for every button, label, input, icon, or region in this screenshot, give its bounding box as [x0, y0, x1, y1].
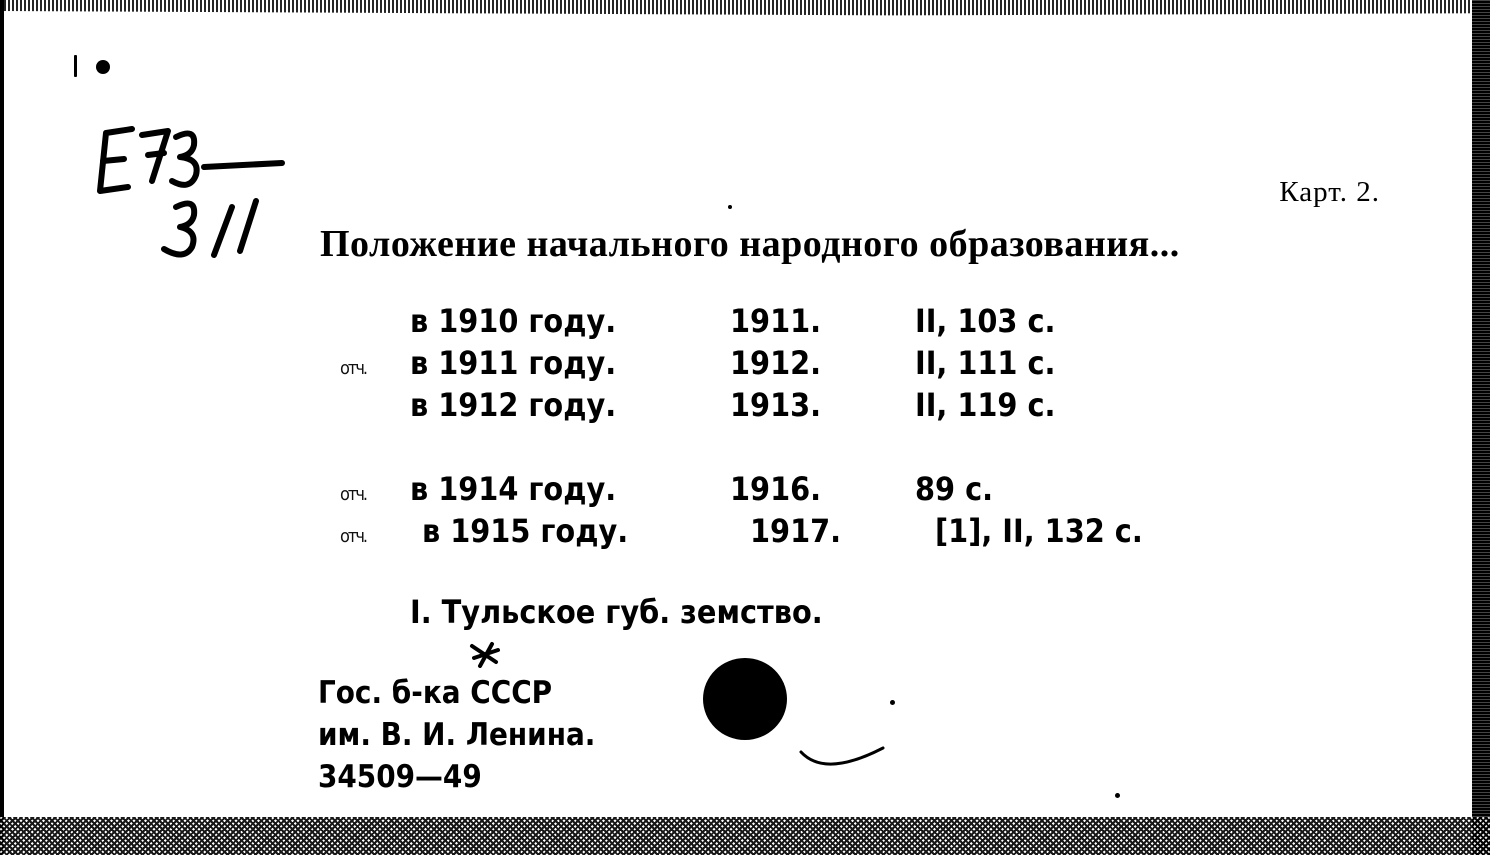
entry-year: в 1910 году. [410, 302, 617, 340]
scan-border-left [0, 0, 4, 855]
entry-mark: отч. [340, 484, 367, 505]
library-name: Гос. б-ка СССР [318, 675, 553, 711]
ink-speck [96, 60, 110, 74]
record-title: Положение начального народного образования... [320, 223, 1180, 265]
entry-year: в 1912 году. [410, 386, 617, 424]
entry-pages: [1], II, 132 с. [935, 512, 1143, 550]
ink-speck [74, 55, 77, 77]
entry-pages: II, 119 с. [915, 386, 1056, 424]
punch-hole-blot [703, 658, 787, 740]
publisher-line: I. Тульское губ. земство. [410, 593, 823, 631]
ink-speck [890, 700, 895, 705]
scan-border-top [0, 0, 1490, 22]
scan-border-bottom [0, 817, 1490, 855]
entry-pub-year: 1913. [730, 386, 822, 424]
entry-pub-year: 1917. [750, 512, 842, 550]
card-number: Карт. 2. [1279, 176, 1380, 208]
entry-pub-year: 1916. [730, 470, 822, 508]
scan-border-right [1472, 0, 1490, 855]
library-accession-number: 34509—49 [318, 759, 482, 795]
entry-year: в 1911 году. [410, 344, 617, 382]
ink-curve [795, 738, 890, 778]
handwritten-shelfmark [92, 115, 292, 275]
library-stamp [318, 672, 595, 798]
entry-mark: отч. [340, 526, 367, 547]
entry-year: в 1915 году. [422, 512, 629, 550]
ink-speck [1115, 793, 1120, 798]
entry-pub-year: 1911. [730, 302, 822, 340]
entry-pages: II, 111 с. [915, 344, 1056, 382]
entry-mark: отч. [340, 358, 367, 379]
entry-year: в 1914 году. [410, 470, 617, 508]
entry-pages: 89 с. [915, 470, 994, 508]
asterisk-mark-icon [468, 640, 502, 668]
library-dedication: им. В. И. Ленина. [318, 717, 596, 753]
entry-pages: II, 103 с. [915, 302, 1056, 340]
entry-pub-year: 1912. [730, 344, 822, 382]
ink-speck [728, 205, 732, 209]
